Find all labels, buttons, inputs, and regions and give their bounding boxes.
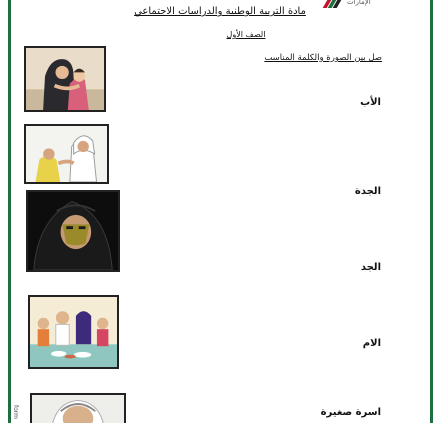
page-border-right <box>430 0 433 423</box>
uae-flag-logo-icon <box>325 0 399 8</box>
mother-hugging-child-image[interactable] <box>24 46 106 112</box>
grandmother-in-burqa-image[interactable] <box>26 190 120 272</box>
word-father[interactable]: الأب <box>360 97 381 108</box>
family-eating-meal-image[interactable] <box>28 295 119 369</box>
word-grandmother[interactable]: الجدة <box>354 186 381 197</box>
word-small-family[interactable]: اسرة صغيرة <box>320 407 381 418</box>
margin-note: form <box>12 405 19 419</box>
logo-text: الإمارات <box>347 0 371 6</box>
grandfather-image[interactable] <box>30 393 126 423</box>
grade-label: الصف الأول <box>226 30 266 39</box>
man-in-kandura-with-child-image[interactable] <box>24 124 109 184</box>
page-border-left <box>8 0 11 423</box>
subject-title: مادة التربية الوطنية والدراسات الاجتماعي <box>134 6 306 17</box>
word-grandfather[interactable]: الجد <box>360 262 381 273</box>
word-mother[interactable]: الام <box>362 338 381 349</box>
instruction-text: صل بين الصورة والكلمة المناسب <box>264 53 382 63</box>
